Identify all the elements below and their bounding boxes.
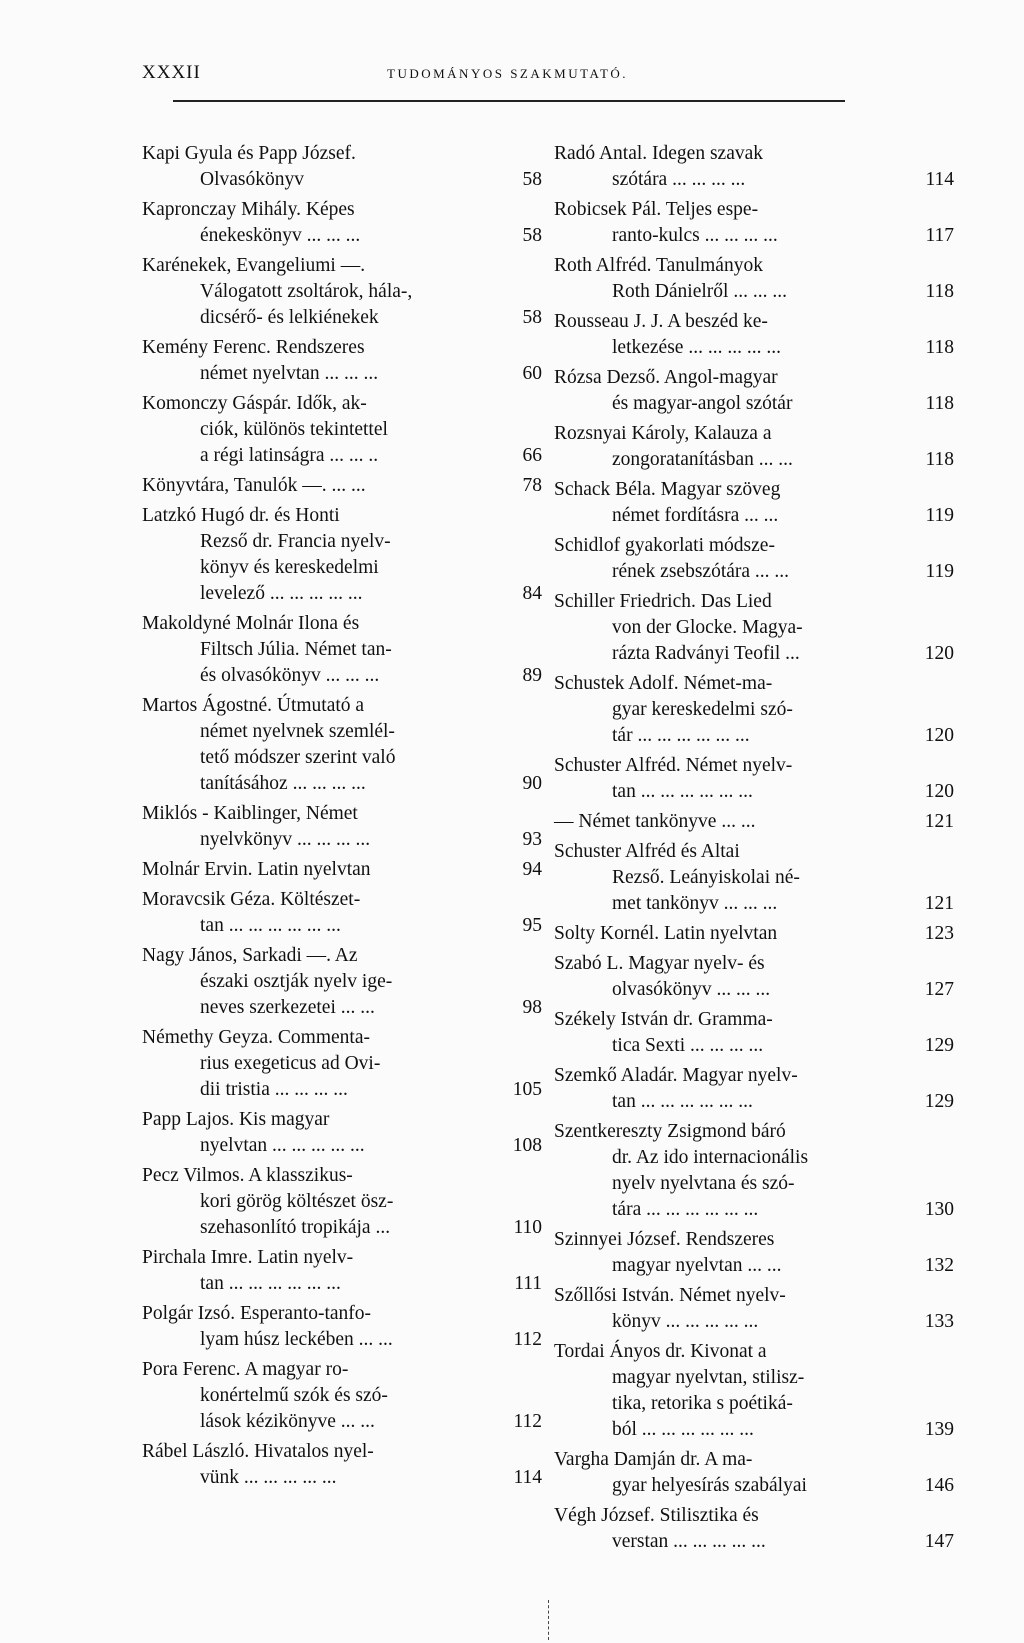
index-entry — [554, 1119, 954, 1223]
entry-page-number: 58 — [522, 225, 542, 246]
entry-page-number: 118 — [925, 449, 954, 470]
entry-line — [142, 417, 542, 443]
entry-line — [142, 443, 542, 469]
entry-text: Kapi Gyula és Papp József. — [142, 143, 356, 164]
entry-line — [142, 141, 542, 167]
entry-page-number: 114 — [513, 1467, 542, 1488]
entry-line — [142, 1327, 542, 1353]
index-entry — [142, 1107, 542, 1159]
entry-text: északi osztják nyelv ige- — [200, 971, 393, 992]
entry-line — [142, 167, 542, 193]
entry-line — [142, 611, 542, 637]
entry-text: tan ... ... ... ... ... ... — [612, 781, 753, 802]
entry-line — [142, 1357, 542, 1383]
entry-text: Székely István dr. Gramma- — [554, 1009, 773, 1030]
entry-line — [554, 1529, 954, 1555]
entry-text: Martos Ágostné. Útmutató a — [142, 695, 365, 716]
entry-text: könyv és kereskedelmi — [200, 557, 379, 578]
entry-text: ciók, különös tekintettel — [200, 419, 388, 440]
entry-text: Roth Alfréd. Tanulmányok — [554, 255, 763, 276]
entry-line — [142, 995, 542, 1021]
entry-line — [554, 1089, 954, 1115]
entry-text: énekeskönyv ... ... ... — [200, 225, 361, 246]
entry-line — [142, 1245, 542, 1271]
entry-line — [554, 1365, 954, 1391]
entry-text: Szemkő Aladár. Magyar nyelv- — [554, 1065, 798, 1086]
entry-line — [142, 529, 542, 555]
entry-line — [142, 1107, 542, 1133]
entry-page-number: 123 — [924, 923, 954, 944]
index-entry — [142, 1025, 542, 1103]
entry-text: Miklós - Kaiblinger, Német — [142, 803, 358, 824]
entry-text: Schuster Alfréd és Altai — [554, 841, 740, 862]
entry-text: rius exegeticus ad Ovi- — [200, 1053, 381, 1074]
index-entry — [142, 503, 542, 607]
index-entry — [554, 1447, 954, 1499]
entry-line — [554, 559, 954, 585]
entry-text: Kapronczay Mihály. Képes — [142, 199, 355, 220]
entry-page-number: 147 — [924, 1531, 954, 1552]
entry-text: Szentkereszty Zsigmond báró — [554, 1121, 786, 1142]
entry-line — [554, 921, 954, 947]
entry-line — [142, 1133, 542, 1159]
entry-text: zongoratanításban ... ... — [612, 449, 793, 470]
entry-page-number: 93 — [522, 829, 542, 850]
entry-line — [142, 857, 542, 883]
entry-text: Olvasókönyv — [200, 169, 304, 190]
entry-text: és olvasókönyv ... ... ... — [200, 665, 380, 686]
index-entry — [142, 141, 542, 193]
entry-text: Vargha Damján dr. A ma- — [554, 1449, 753, 1470]
entry-line — [554, 1197, 954, 1223]
entry-line — [142, 1215, 542, 1241]
index-entry — [554, 671, 954, 749]
entry-line — [142, 581, 542, 607]
entry-page-number: 108 — [512, 1135, 542, 1156]
entry-text: tan ... ... ... ... ... ... — [200, 915, 341, 936]
entry-page-number: 130 — [924, 1199, 954, 1220]
entry-page-number: 118 — [925, 337, 954, 358]
entry-text: nyelv nyelvtana és szó- — [612, 1173, 795, 1194]
index-entry — [554, 477, 954, 529]
entry-text: Rábel László. Hivatalos nyel- — [142, 1441, 374, 1462]
entry-page-number: 132 — [924, 1255, 954, 1276]
index-entry — [554, 839, 954, 917]
entry-text: tanításához ... ... ... ... — [200, 773, 366, 794]
entry-text: dicsérő- és lelkiénekek — [200, 307, 379, 328]
entry-line — [142, 969, 542, 995]
entry-text: Kemény Ferenc. Rendszeres — [142, 337, 365, 358]
entry-line — [142, 197, 542, 223]
entry-text: tica Sexti ... ... ... ... — [612, 1035, 764, 1056]
index-entry — [142, 1439, 542, 1491]
entry-page-number: 78 — [522, 475, 542, 496]
entry-line — [142, 1301, 542, 1327]
entry-text: verstan ... ... ... ... ... — [612, 1531, 766, 1552]
entry-text: tár ... ... ... ... ... ... — [612, 725, 750, 746]
entry-page-number: 129 — [924, 1091, 954, 1112]
entry-page-number: 117 — [925, 225, 954, 246]
entry-line — [554, 865, 954, 891]
index-entry — [142, 335, 542, 387]
entry-line — [554, 421, 954, 447]
entry-text: ból ... ... ... ... ... ... — [612, 1419, 754, 1440]
entry-text: Végh József. Stilisztika és — [554, 1505, 759, 1526]
entry-text: dr. Az ido internacionális — [612, 1147, 809, 1168]
index-entry — [554, 921, 954, 947]
entry-page-number: 90 — [522, 773, 542, 794]
entry-line — [142, 223, 542, 249]
entry-text: Könyvtára, Tanulók —. ... ... — [142, 475, 366, 496]
entry-line — [554, 809, 954, 835]
right-column — [554, 141, 954, 1559]
index-entry — [554, 253, 954, 305]
entry-text: Tordai Ányos dr. Kivonat a — [554, 1341, 767, 1362]
entry-line — [554, 1145, 954, 1171]
entry-text: lyam húsz leckében ... ... — [200, 1329, 393, 1350]
entry-text: Schack Béla. Magyar szöveg — [554, 479, 781, 500]
entry-page-number: 111 — [514, 1273, 542, 1294]
entry-line — [142, 1025, 542, 1051]
entry-line — [554, 1253, 954, 1279]
entry-line — [142, 391, 542, 417]
entry-line — [142, 305, 542, 331]
entry-text: tan ... ... ... ... ... ... — [612, 1091, 753, 1112]
entry-text: ranto-kulcs ... ... ... ... — [612, 225, 778, 246]
entry-line — [142, 473, 542, 499]
entry-line — [554, 533, 954, 559]
entry-line — [554, 615, 954, 641]
entry-page-number: 121 — [924, 893, 954, 914]
entry-line — [554, 253, 954, 279]
entry-text: nyelvkönyv ... ... ... ... — [200, 829, 371, 850]
entry-text: Radó Antal. Idegen szavak — [554, 143, 764, 164]
entry-text: Filtsch Júlia. Német tan- — [200, 639, 392, 660]
index-entry — [554, 809, 954, 835]
entry-text: lások kézikönyve ... ... — [200, 1411, 375, 1432]
entry-text: Roth Dánielről ... ... ... — [612, 281, 787, 302]
index-entry — [142, 1357, 542, 1435]
entry-text: Rezső. Leányiskolai né- — [612, 867, 800, 888]
index-entry — [142, 611, 542, 689]
entry-text: Rezső dr. Francia nyelv- — [200, 531, 391, 552]
entry-line — [554, 279, 954, 305]
entry-line — [142, 1271, 542, 1297]
index-entry — [142, 1163, 542, 1241]
entry-line — [554, 335, 954, 361]
entry-text: gyar helyesírás szabályai — [612, 1475, 807, 1496]
entry-text: Robicsek Pál. Teljes espe- — [554, 199, 759, 220]
entry-page-number: 95 — [522, 915, 542, 936]
index-entry — [554, 1227, 954, 1279]
entry-text: Moravcsik Géza. Költészet- — [142, 889, 361, 910]
entry-text: Pora Ferenc. A magyar ro- — [142, 1359, 349, 1380]
entry-page-number: 146 — [924, 1475, 954, 1496]
entry-text: olvasókönyv ... ... ... — [612, 979, 771, 1000]
index-entry — [554, 589, 954, 667]
entry-text: — Német tankönyve ... ... — [554, 811, 756, 832]
entry-page-number: 58 — [522, 307, 542, 328]
entry-page-number: 127 — [924, 979, 954, 1000]
entry-page-number: 119 — [925, 505, 954, 526]
entry-text: nyelvtan ... ... ... ... ... — [200, 1135, 365, 1156]
entry-page-number: 118 — [925, 393, 954, 414]
left-column — [142, 141, 542, 1495]
entry-line — [554, 141, 954, 167]
entry-line — [554, 503, 954, 529]
index-entry — [554, 1063, 954, 1115]
entry-line — [554, 1171, 954, 1197]
entry-line — [142, 555, 542, 581]
index-entry — [554, 365, 954, 417]
entry-line — [554, 977, 954, 1003]
entry-text: Pirchala Imre. Latin nyelv- — [142, 1247, 354, 1268]
entry-line — [554, 1227, 954, 1253]
entry-page-number: 133 — [924, 1311, 954, 1332]
entry-page-number: 98 — [522, 997, 542, 1018]
entry-page-number: 121 — [924, 811, 954, 832]
entry-text: szótára ... ... ... ... — [612, 169, 746, 190]
entry-line — [554, 1503, 954, 1529]
index-entry — [142, 253, 542, 331]
entry-line — [554, 365, 954, 391]
entry-line — [554, 1033, 954, 1059]
index-entry — [142, 801, 542, 853]
entry-text: Schuster Alfréd. Német nyelv- — [554, 755, 793, 776]
entry-line — [142, 335, 542, 361]
entry-text: Rousseau J. J. A beszéd ke- — [554, 311, 768, 332]
entry-line — [142, 1189, 542, 1215]
entry-line — [142, 361, 542, 387]
entry-page-number: 110 — [513, 1217, 542, 1238]
entry-text: tika, retorika s poétiká- — [612, 1393, 793, 1414]
entry-line — [554, 1119, 954, 1145]
entry-page-number: 94 — [522, 859, 542, 880]
entry-line — [142, 279, 542, 305]
entry-text: tan ... ... ... ... ... ... — [200, 1273, 341, 1294]
entry-line — [142, 503, 542, 529]
entry-line — [554, 723, 954, 749]
entry-line — [142, 745, 542, 771]
entry-text: szehasonlító tropikája ... — [200, 1217, 391, 1238]
entry-text: neves szerkezetei ... ... — [200, 997, 375, 1018]
entry-text: Polgár Izsó. Esperanto-tanfo- — [142, 1303, 372, 1324]
entry-line — [554, 1417, 954, 1443]
entry-page-number: 120 — [924, 781, 954, 802]
entry-line — [554, 1391, 954, 1417]
entry-text: rázta Radványi Teofil ... — [612, 643, 800, 664]
entry-line — [142, 913, 542, 939]
entry-line — [554, 477, 954, 503]
entry-line — [554, 223, 954, 249]
index-entry — [554, 1283, 954, 1335]
entry-text: könyv ... ... ... ... ... — [612, 1311, 759, 1332]
entry-text: Komonczy Gáspár. Idők, ak- — [142, 393, 367, 414]
index-entry — [142, 1245, 542, 1297]
index-entry — [142, 857, 542, 883]
entry-page-number: 129 — [924, 1035, 954, 1056]
entry-page-number: 112 — [513, 1411, 542, 1432]
entry-line — [142, 1465, 542, 1491]
entry-text: letkezése ... ... ... ... ... — [612, 337, 781, 358]
entry-line — [554, 391, 954, 417]
entry-text: Molnár Ervin. Latin nyelvtan — [142, 859, 371, 880]
entry-line — [142, 1383, 542, 1409]
entry-text: Válogatott zsoltárok, hála-, — [200, 281, 413, 302]
entry-text: Schustek Adolf. Német-ma- — [554, 673, 773, 694]
entry-text: Solty Kornél. Latin nyelvtan — [554, 923, 778, 944]
entry-text: met tankönyv ... ... ... — [612, 893, 778, 914]
entry-text: Szabó L. Magyar nyelv- és — [554, 953, 765, 974]
entry-line — [142, 1051, 542, 1077]
index-entry — [554, 1339, 954, 1443]
entry-text: és magyar-angol szótár — [612, 393, 793, 414]
entry-line — [554, 779, 954, 805]
page-number: XXXII — [142, 62, 201, 83]
entry-text: magyar nyelvtan, stilisz- — [612, 1367, 805, 1388]
page-header — [142, 62, 902, 90]
entry-text: a régi latinságra ... ... .. — [200, 445, 379, 466]
entry-line — [142, 827, 542, 853]
index-entry — [142, 391, 542, 469]
entry-line — [142, 663, 542, 689]
index-entry — [554, 1503, 954, 1555]
entry-text: magyar nyelvtan ... ... — [612, 1255, 782, 1276]
entry-page-number: 139 — [924, 1419, 954, 1440]
index-entry — [554, 753, 954, 805]
index-entry — [142, 693, 542, 797]
entry-page-number: 120 — [924, 643, 954, 664]
entry-text: vünk ... ... ... ... ... — [200, 1467, 337, 1488]
entry-text: tető módszer szerint való — [200, 747, 396, 768]
index-entry — [554, 141, 954, 193]
entry-text: Rozsnyai Károly, Kalauza a — [554, 423, 772, 444]
index-entry — [554, 533, 954, 585]
entry-text: Nagy János, Sarkadi —. Az — [142, 945, 358, 966]
entry-page-number: 66 — [522, 445, 542, 466]
entry-text: gyar kereskedelmi szó- — [612, 699, 793, 720]
entry-page-number: 120 — [924, 725, 954, 746]
entry-text: Némethy Geyza. Commenta- — [142, 1027, 370, 1048]
entry-text: Schiller Friedrich. Das Lied — [554, 591, 772, 612]
entry-page-number: 58 — [522, 169, 542, 190]
entry-text: tára ... ... ... ... ... ... — [612, 1199, 759, 1220]
entry-text: rének zsebszótára ... ... — [612, 561, 790, 582]
entry-line — [142, 1163, 542, 1189]
entry-line — [142, 693, 542, 719]
entry-line — [554, 1283, 954, 1309]
entry-page-number: 118 — [925, 281, 954, 302]
index-entry — [142, 887, 542, 939]
entry-text: német nyelvnek szemlél- — [200, 721, 395, 742]
entry-line — [554, 1007, 954, 1033]
entry-line — [142, 1439, 542, 1465]
index-entry — [554, 1007, 954, 1059]
entry-page-number: 112 — [513, 1329, 542, 1350]
entry-text: kori görög költészet ösz- — [200, 1191, 394, 1212]
entry-line — [554, 1063, 954, 1089]
index-entry — [554, 421, 954, 473]
index-entry — [142, 1301, 542, 1353]
index-entry — [142, 473, 542, 499]
entry-text: dii tristia ... ... ... ... — [200, 1079, 348, 1100]
column-separator — [548, 1600, 549, 1640]
entry-text: Szinnyei József. Rendszeres — [554, 1229, 775, 1250]
header-rule — [173, 100, 845, 102]
entry-line — [554, 447, 954, 473]
index-entry — [142, 197, 542, 249]
entry-text: Papp Lajos. Kis magyar — [142, 1109, 330, 1130]
entry-page-number: 105 — [512, 1079, 542, 1100]
entry-text: Makoldyné Molnár Ilona és — [142, 613, 360, 634]
entry-line — [142, 1409, 542, 1435]
entry-text: Karénekek, Evangeliumi —. — [142, 255, 366, 276]
entry-line — [142, 719, 542, 745]
index-entry — [554, 951, 954, 1003]
index-entry — [142, 943, 542, 1021]
entry-line — [554, 197, 954, 223]
entry-line — [554, 1339, 954, 1365]
entry-text: Rózsa Dezső. Angol-magyar — [554, 367, 778, 388]
entry-text: von der Glocke. Magya- — [612, 617, 803, 638]
entry-line — [142, 771, 542, 797]
entry-line — [142, 801, 542, 827]
index-entry — [554, 197, 954, 249]
entry-line — [554, 753, 954, 779]
entry-line — [554, 1473, 954, 1499]
entry-page-number: 84 — [522, 583, 542, 604]
entry-line — [554, 167, 954, 193]
entry-line — [554, 641, 954, 667]
entry-line — [142, 1077, 542, 1103]
entry-line — [142, 637, 542, 663]
entry-page-number: 119 — [925, 561, 954, 582]
entry-line — [142, 253, 542, 279]
entry-text: német fordításra ... ... — [612, 505, 779, 526]
entry-text: német nyelvtan ... ... ... — [200, 363, 379, 384]
index-entry — [554, 309, 954, 361]
entry-line — [554, 839, 954, 865]
running-title: TUDOMÁNYOS SZAKMUTATÓ. — [387, 66, 629, 81]
entry-line — [554, 697, 954, 723]
entry-text: Schidlof gyakorlati módsze- — [554, 535, 775, 556]
entry-line — [554, 589, 954, 615]
entry-line — [554, 309, 954, 335]
entry-line — [554, 1447, 954, 1473]
entry-text: Szőllősi István. Német nyelv- — [554, 1285, 786, 1306]
entry-text: Pecz Vilmos. A klasszikus- — [142, 1165, 353, 1186]
entry-page-number: 60 — [522, 363, 542, 384]
entry-line — [142, 887, 542, 913]
entry-line — [554, 891, 954, 917]
entry-page-number: 89 — [522, 665, 542, 686]
entry-line — [142, 943, 542, 969]
entry-line — [554, 951, 954, 977]
entry-text: levelező ... ... ... ... ... — [200, 583, 363, 604]
entry-line — [554, 1309, 954, 1335]
entry-page-number: 114 — [925, 169, 954, 190]
entry-text: konértelmű szók és szó- — [200, 1385, 388, 1406]
entry-text: Latzkó Hugó dr. és Honti — [142, 505, 340, 526]
entry-line — [554, 671, 954, 697]
